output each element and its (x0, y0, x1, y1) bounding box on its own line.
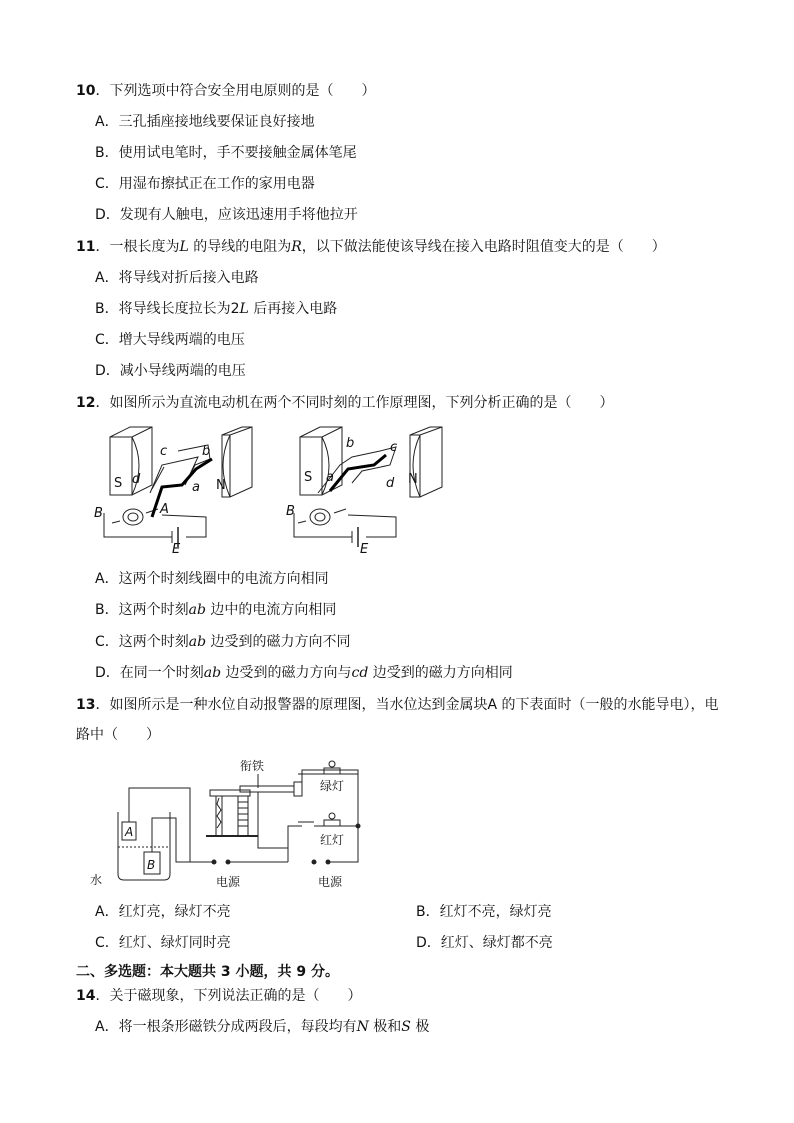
option-text: 后再接入电路 (248, 301, 338, 317)
label-d: d (132, 472, 141, 487)
variable-n: N (356, 1019, 369, 1035)
variable-ab: ab (188, 634, 207, 650)
q12-option-a[interactable]: A．这两个时刻线圈中的电流方向相同 (95, 571, 329, 587)
label-b-2: b (346, 436, 355, 451)
option-text: 极和 (368, 1019, 402, 1035)
question-text: ．下列选项中符合安全用电原则的是（ ） (95, 83, 376, 99)
question-text: ．一根长度为 (95, 239, 180, 255)
q14-option-a[interactable] (95, 1017, 429, 1037)
option-text: 边受到的磁力方向与 (221, 665, 352, 681)
label-d-2: d (386, 476, 395, 491)
label-commutator-b: B (94, 506, 103, 521)
option-text: 边中的电流方向相同 (205, 602, 337, 618)
water-alarm-diagram (88, 752, 378, 897)
q13-option-a[interactable]: A．红灯亮，绿灯不亮 (95, 904, 231, 920)
q11-option-d[interactable]: D．减小导线两端的电压 (95, 363, 246, 379)
label-s: S (114, 476, 123, 491)
option-text: A．将一根条形磁铁分成两段后，每段均有 (95, 1019, 357, 1035)
label-commutator-b-2: B (286, 504, 295, 519)
label-battery-e: E (172, 542, 181, 557)
question-13-stem (76, 695, 719, 715)
option-text: 边受到的磁力方向不同 (206, 634, 351, 650)
question-number: 14 (76, 988, 96, 1004)
option-text: B．这两个时刻 (95, 602, 189, 618)
label-power-1: 电源 (216, 875, 241, 889)
q12-option-c[interactable] (95, 632, 351, 652)
label-n-2: N (408, 472, 418, 487)
label-red-lamp: 红灯 (320, 833, 345, 847)
question-text: ，以下做法能使该导线在接入电路时阻值变大的是（ ） (301, 239, 666, 255)
question-text: ．如图所示为直流电动机在两个不同时刻的工作原理图，下列分析正确的是（ ） (95, 395, 614, 411)
question-text: 的导线的电阻为 (188, 239, 292, 255)
label-power-2: 电源 (318, 875, 343, 889)
label-metal-a: A (125, 825, 134, 839)
variable-ab: ab (203, 665, 222, 681)
label-c: c (160, 444, 168, 459)
label-a: a (192, 480, 200, 495)
variable-cd: cd (351, 665, 369, 681)
label-metal-b: B (147, 858, 156, 872)
question-text: ．关于磁现象，下列说法正确的是（ ） (95, 988, 362, 1004)
label-c-2: c (390, 440, 398, 455)
label-commutator-a: A (160, 502, 169, 517)
q13-option-d[interactable]: D．红灯、绿灯都不亮 (416, 935, 553, 951)
q11-option-c[interactable]: C．增大导线两端的电压 (95, 332, 245, 348)
q13-option-c[interactable]: C．红灯、绿灯同时亮 (95, 935, 231, 951)
q10-option-c[interactable]: C．用湿布擦拭正在工作的家用电器 (95, 176, 315, 192)
variable-l: L (179, 239, 189, 255)
q10-option-d[interactable]: D．发现有人触电，应该迅速用手将他拉开 (95, 207, 358, 223)
q12-option-d[interactable] (95, 663, 513, 683)
q11-option-a[interactable]: A．将导线对折后接入电路 (95, 270, 259, 286)
question-13-stem-line2: 路中（ ） (76, 727, 160, 743)
section-heading: 二、多选题：本大题共 3 小题，共 9 分。 (76, 964, 339, 980)
label-battery-e-2: E (360, 542, 369, 557)
label-water: 水 (90, 873, 103, 887)
label-armature: 衔铁 (240, 759, 265, 773)
question-number: 12 (76, 395, 96, 411)
question-11-stem (76, 237, 666, 257)
label-b: b (202, 444, 211, 459)
motor-diagram (90, 425, 460, 560)
question-number: 11 (76, 239, 96, 255)
label-s-2: S (304, 470, 313, 485)
option-text: B．将导线长度拉长为2 (95, 301, 240, 317)
question-10-stem (76, 81, 375, 101)
question-14-stem (76, 986, 361, 1006)
question-12-stem (76, 393, 613, 413)
question-text: ．如图所示是一种水位自动报警器的原理图，当水位达到金属块A 的下表面时（一般的水能导电），电 (95, 697, 719, 713)
option-text: 极 (410, 1019, 430, 1035)
variable-l: L (239, 301, 249, 317)
q10-option-b[interactable]: B．使用试电笔时，手不要接触金属体笔尾 (95, 145, 357, 161)
q12-option-b[interactable] (95, 600, 336, 620)
label-green-lamp: 绿灯 (320, 779, 345, 793)
option-text: D．在同一个时刻 (95, 665, 204, 681)
variable-s: S (401, 1019, 411, 1035)
option-text: 边受到的磁力方向相同 (368, 665, 513, 681)
variable-ab: ab (188, 602, 206, 618)
q10-option-a[interactable]: A．三孔插座接地线要保证良好接地 (95, 114, 315, 130)
label-a-2: a (326, 470, 334, 485)
question-number: 13 (76, 697, 96, 713)
variable-r: R (291, 239, 302, 255)
question-number: 10 (76, 83, 96, 99)
q13-option-b[interactable]: B．红灯不亮，绿灯亮 (416, 904, 552, 920)
q11-option-b[interactable] (95, 299, 337, 319)
option-text: C．这两个时刻 (95, 634, 189, 650)
label-n: N (216, 478, 226, 493)
